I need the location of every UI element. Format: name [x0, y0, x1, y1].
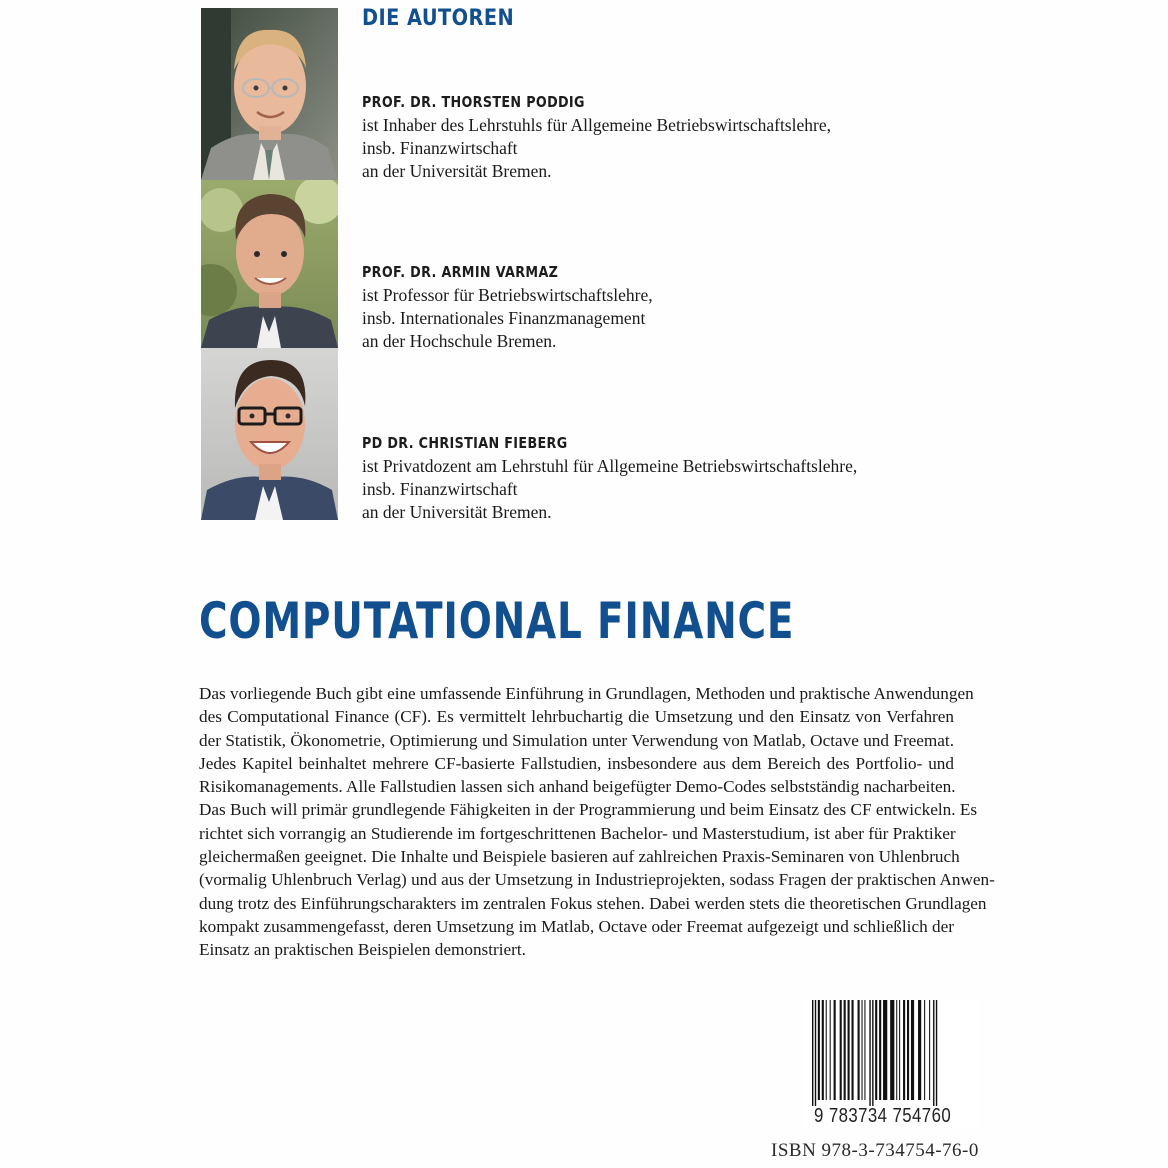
blurb-line: dung trotz des Einführungscharakters im zentralen Fokus stehen. Dabei werden stets die theoretischen Grundlagen	[199, 893, 987, 913]
book-blurb	[199, 682, 995, 962]
blurb-line: der Statistik, Ökonometrie, Optimierung und Simulation unter Verwendung von Matlab, Octave und Freemat.	[199, 730, 954, 750]
author-block-fieberg	[362, 432, 922, 524]
barcode-bar	[815, 1000, 816, 1106]
blurb-line: Das Buch will primär grundlegende Fähigkeiten in der Programmierung und beim Einsatz des CF entwickeln. Es	[199, 800, 978, 820]
author-description-line: insb. Finanzwirtschaft	[362, 479, 518, 499]
barcode-bar	[864, 1000, 865, 1100]
author-description-line: ist Inhaber des Lehrstuhls für Allgemeine Betriebswirtschaftslehre,	[362, 115, 831, 135]
barcode-bar	[918, 1000, 921, 1100]
barcode-bar	[826, 1000, 827, 1100]
author-description-line: an der Hochschule Bremen.	[362, 331, 557, 351]
barcode-bar	[936, 1000, 937, 1106]
blurb-line: Einsatz an praktischen Beispielen demonstriert.	[199, 940, 526, 960]
author-block-poddig	[362, 91, 922, 183]
barcode-bar	[911, 1000, 914, 1100]
blurb-line: Jedes Kapitel beinhaltet mehrere CF-basierte Fallstudien, insbesondere aus dem Bereich des Portfolio- und	[199, 753, 954, 773]
barcode-bar	[818, 1000, 820, 1100]
barcode-bar	[933, 1000, 934, 1106]
author-photo-poddig	[201, 8, 338, 180]
author-description-line: insb. Finanzwirtschaft	[362, 138, 518, 158]
author-name: PD DR. CHRISTIAN FIEBERG	[362, 434, 568, 452]
author-name: PROF. DR. THORSTEN PODDIG	[362, 93, 585, 111]
barcode-bar	[907, 1000, 909, 1100]
barcode-bar	[903, 1000, 905, 1100]
barcode-bar	[822, 1000, 824, 1100]
barcode-digits: 9 783734 754760	[814, 1105, 952, 1127]
barcode-bar	[812, 1000, 813, 1106]
author-description-line: ist Professor für Betriebswirtschaftslehre,	[362, 285, 653, 305]
blurb-line: des Computational Finance (CF). Es vermittelt lehrbuchartig die Umsetzung und den Einsatz von Verfahren	[199, 707, 954, 727]
barcode-bar	[890, 1000, 894, 1100]
barcode-bar	[929, 1000, 930, 1100]
blurb-line: (vormalig Uhlenbruch Verlag) und aus der Umsetzung in Industrieprojekten, sodass Fragen der praktischen Anwen-	[199, 870, 995, 890]
author-description-line: an der Universität Bremen.	[362, 502, 552, 522]
barcode-bar	[848, 1000, 850, 1100]
author-description-line: insb. Internationales Finanzmanagement	[362, 308, 646, 328]
barcode-bar	[896, 1000, 897, 1100]
blurb-line: kompakt zusammengefasst, deren Umsetzung im Matlab, Octave oder Freemat aufgezeigt und schließlich der	[199, 916, 954, 936]
blurb-line: gleichermaßen geeignet. Die Inhalte und Beispiele basieren auf zahlreichen Praxis-Seminaren von Uhlenbruch	[199, 847, 960, 867]
barcode-bar	[840, 1000, 842, 1100]
author-name: PROF. DR. ARMIN VARMAZ	[362, 263, 559, 281]
barcode-bar	[844, 1000, 846, 1100]
author-description-line: ist Privatdozent am Lehrstuhl für Allgemeine Betriebswirtschaftslehre,	[362, 456, 858, 476]
barcode-bar	[899, 1000, 900, 1100]
author-block-varmaz	[362, 261, 922, 353]
author-description-line: an der Universität Bremen.	[362, 161, 552, 181]
barcode-bar	[883, 1000, 887, 1100]
barcode-bar	[872, 1000, 873, 1106]
isbn-number: ISBN 978-3-734754-76-0	[771, 1140, 979, 1161]
book-title: COMPUTATIONAL FINANCE	[199, 592, 795, 650]
author-photo-varmaz	[201, 180, 338, 348]
barcode-bar	[862, 1000, 863, 1100]
barcode-bar	[830, 1000, 831, 1100]
barcode-bar	[869, 1000, 870, 1106]
section-heading: DIE AUTOREN	[362, 6, 515, 31]
barcode-bar	[875, 1000, 877, 1100]
barcode-bar	[858, 1000, 860, 1100]
blurb-line: Das vorliegende Buch gibt eine umfassende Einführung in Grundlagen, Methoden und praktische Anwendungen	[199, 684, 974, 703]
author-photo-fieberg	[201, 348, 338, 520]
barcode-bar	[879, 1000, 881, 1100]
blurb-line: Risikomanagements. Alle Fallstudien lassen sich anhand beigefügter Demo-Codes selbstständig nacharbeiten.	[199, 777, 956, 797]
barcode-bar	[852, 1000, 854, 1100]
barcode-bar	[924, 1000, 925, 1100]
blurb-line: richtet sich vorrangig an Studierende im fortgeschrittenen Bachelor- und Masterstudium, ist aber für Praktiker	[199, 823, 956, 843]
barcode-bar	[834, 1000, 836, 1100]
